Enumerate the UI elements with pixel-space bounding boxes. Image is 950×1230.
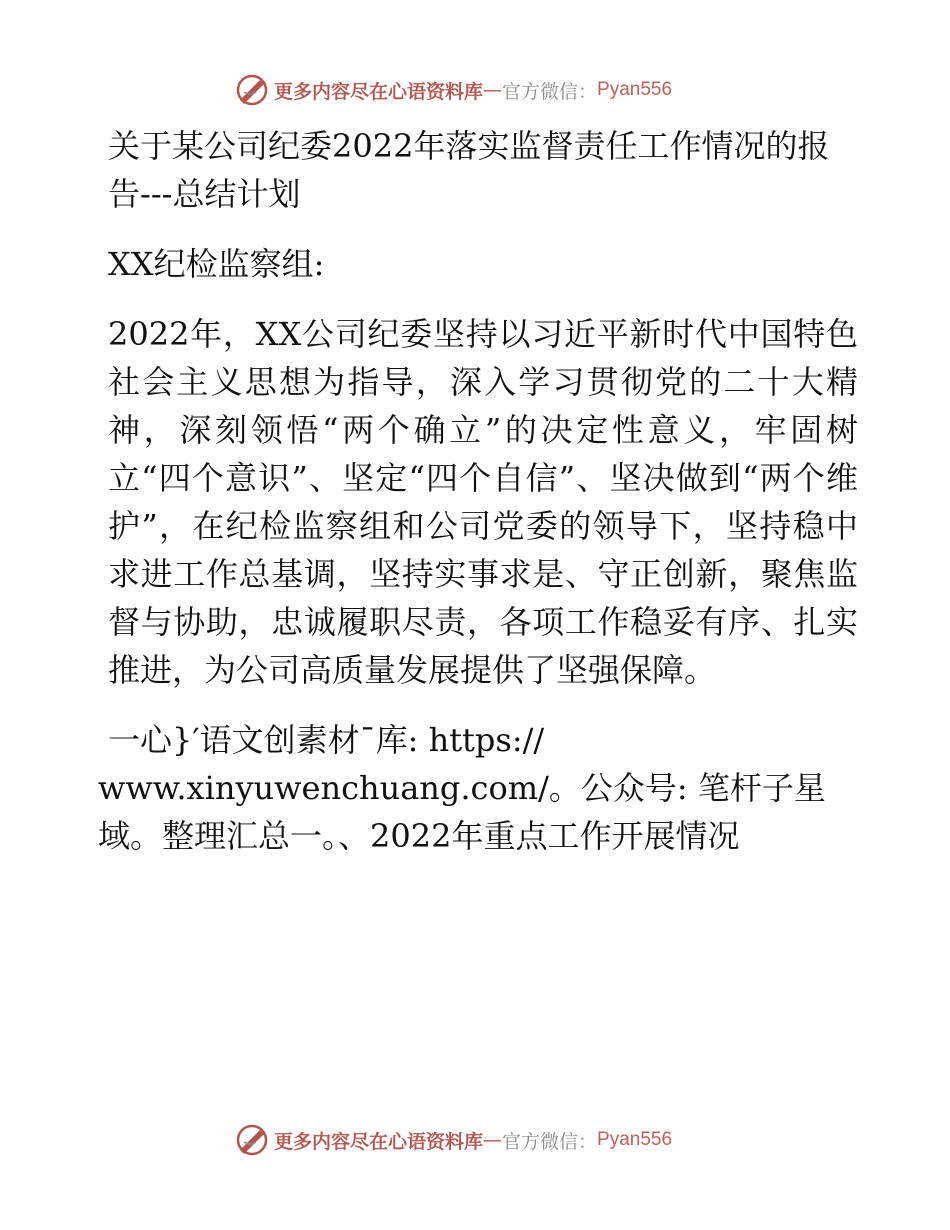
pen-logo-icon bbox=[234, 72, 270, 108]
watermark-dash: — bbox=[483, 79, 503, 101]
watermark-label: 官方微信： bbox=[502, 80, 598, 103]
watermark-wechat-id: Pyan556 bbox=[597, 1129, 673, 1150]
watermark-site-text: 更多内容尽在心语资料库 bbox=[274, 80, 484, 103]
document-body bbox=[98, 122, 858, 860]
pen-logo-icon bbox=[234, 1122, 270, 1158]
document-tail-line: www.xinyuwenchuang.com/。公众号: 笔杆子星 bbox=[98, 769, 826, 807]
watermark-site-text: 更多内容尽在心语资料库 bbox=[274, 1130, 484, 1153]
document-tail-line: 一心}′语文创素材¯库: https:// bbox=[108, 721, 545, 759]
footer-watermark bbox=[234, 1120, 672, 1160]
header-watermark bbox=[234, 70, 672, 110]
watermark-label: 官方微信： bbox=[502, 1130, 598, 1153]
document-tail-line: 域。整理汇总一。、2022年重点工作开展情况 bbox=[98, 817, 740, 855]
document-salutation: XX纪检监察组: bbox=[108, 245, 325, 283]
watermark-wechat-id: Pyan556 bbox=[597, 79, 673, 100]
document-paragraph: 2022年，XX公司纪委坚持以习近平新时代中国特色社会主义思想为指导，深入学习贯彻党的二十大精神，深刻领悟“两个确立”的决定性意义，牢固树立“四个意识”、坚定“四个自信”、坚决做到“两个维护”，在纪检监察组和公司党委的领导下，坚持稳中求进工作总基调，坚持实事求是、守正创新，聚焦监督与协助，忠诚履职尽责，各项工作稳妥有序、扎实推进，为公司高质量发展提供了坚强保障。 bbox=[108, 315, 858, 689]
document-title: 关于某公司纪委2022年落实监督责任工作情况的报告---总结计划 bbox=[108, 127, 830, 213]
watermark-dash: — bbox=[483, 1129, 503, 1151]
